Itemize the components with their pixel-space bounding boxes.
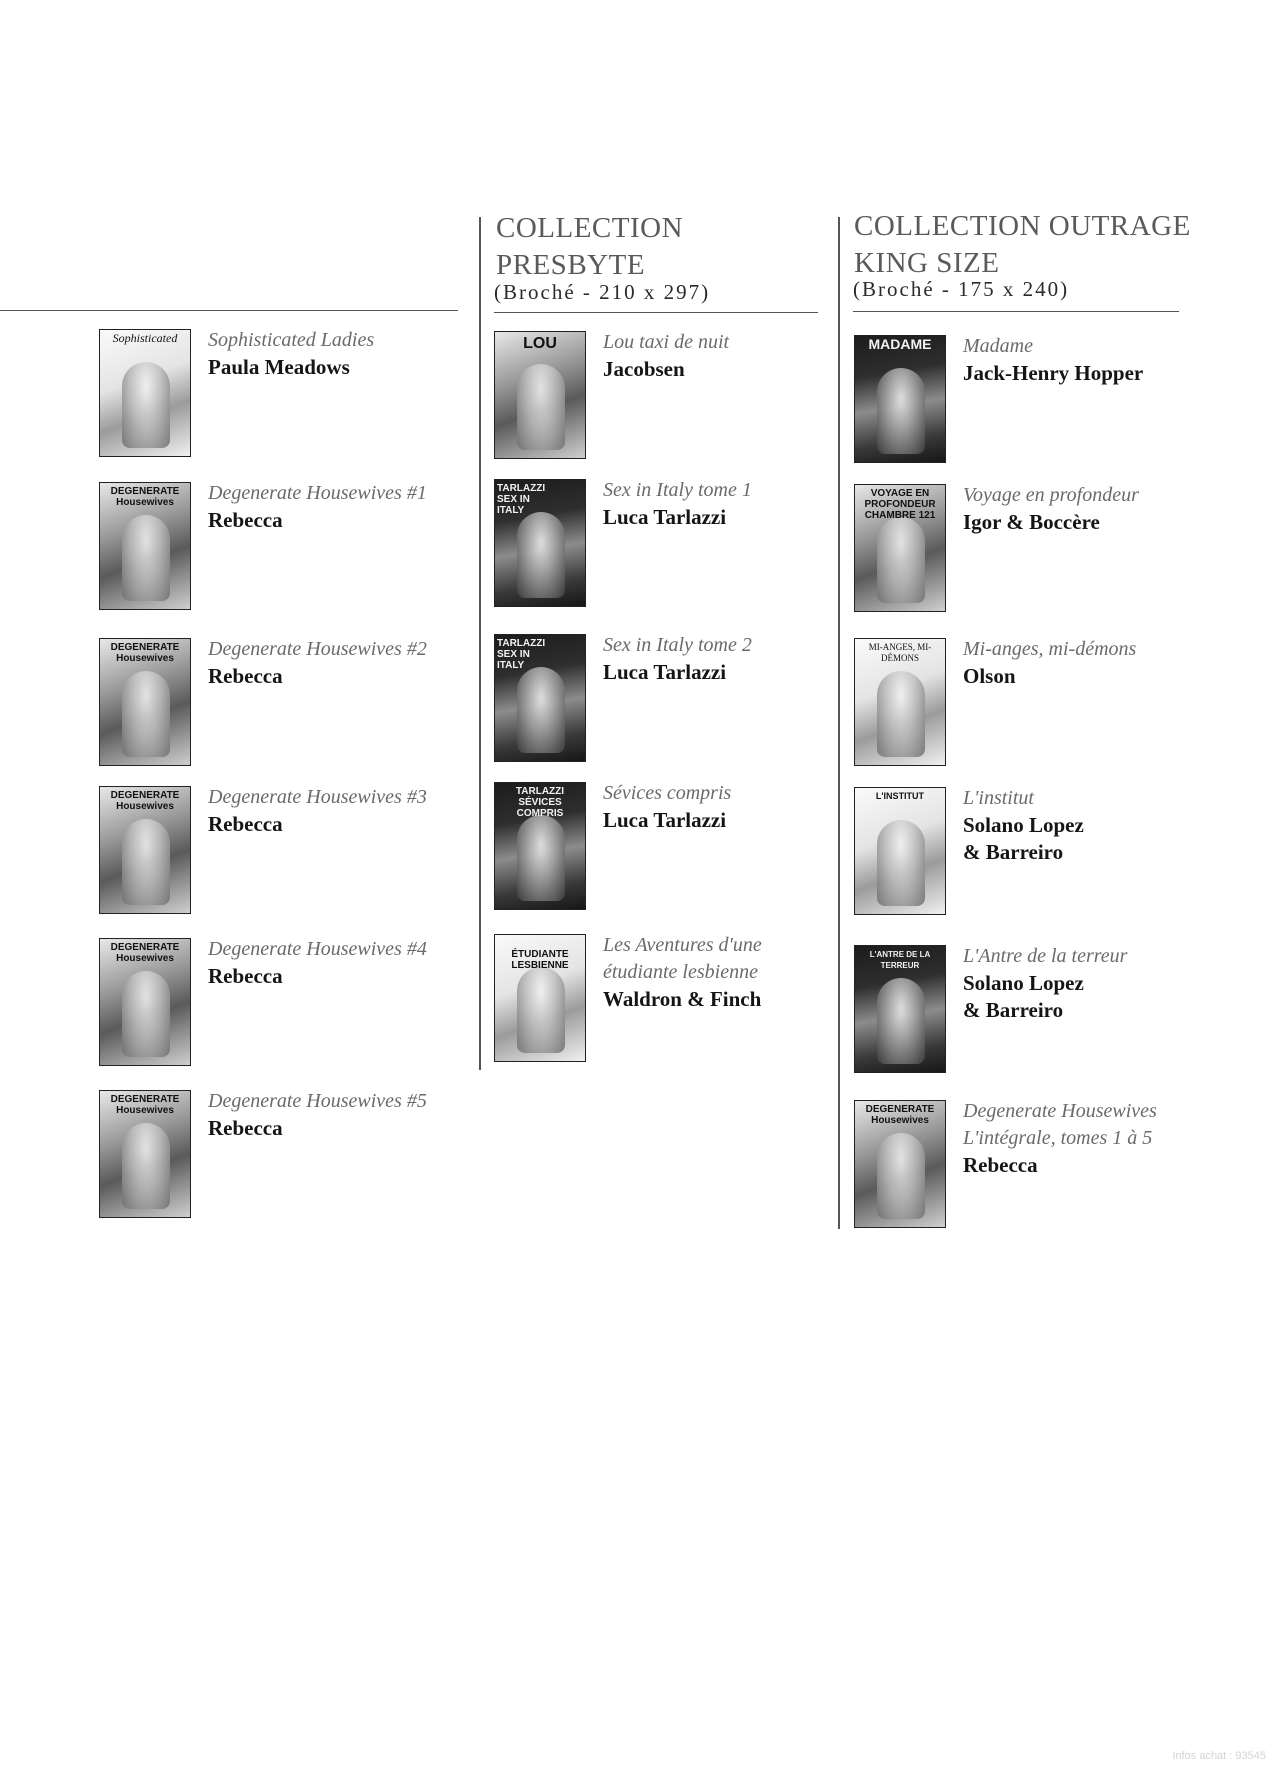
col3-subtitle: (Broché - 175 x 240) [853, 277, 1070, 301]
book-cover[interactable] [494, 634, 586, 762]
book-title: Sex in Italy tome 2 [603, 634, 752, 656]
col3-rule [853, 311, 1179, 312]
col2-subtitle: (Broché - 210 x 297) [494, 280, 711, 304]
book-author: Jack-Henry Hopper [963, 361, 1144, 385]
book-author: Luca Tarlazzi [603, 660, 727, 684]
book-author: Rebecca [208, 664, 283, 688]
cover-text: L'INSTITUT [875, 791, 925, 801]
cover-illustration [122, 971, 170, 1057]
book-author-line2: & Barreiro [963, 840, 1064, 864]
cover-illustration [517, 512, 565, 598]
book-cover[interactable] [854, 787, 946, 915]
book-cover[interactable] [494, 479, 586, 607]
col2-rule [494, 312, 818, 313]
book-author: Olson [963, 664, 1016, 688]
cover-illustration [122, 515, 170, 601]
book-author: Rebecca [208, 508, 283, 532]
book-cover[interactable] [99, 1090, 191, 1218]
cover-text: ÉTUDIANTE LESBIENNE [511, 949, 569, 971]
book-cover[interactable] [99, 938, 191, 1066]
cover-text: MADAME [868, 336, 932, 352]
book-cover[interactable] [494, 782, 586, 910]
book-title-line2: L'intégrale, tomes 1 à 5 [963, 1127, 1153, 1149]
book-title: Sophisticated Ladies [208, 329, 375, 351]
cover-illustration [517, 667, 565, 753]
cover-illustration [122, 362, 170, 448]
book-title: Sévices compris [603, 782, 732, 804]
col2-title: COLLECTION PRESBYTE [496, 212, 684, 281]
book-cover[interactable] [854, 1100, 946, 1228]
cover-illustration [877, 671, 925, 757]
cover-illustration [122, 819, 170, 905]
book-title: Degenerate Housewives [963, 1100, 1157, 1122]
book-author: Solano Lopez [963, 971, 1084, 995]
cover-illustration [877, 978, 925, 1064]
book-cover[interactable] [854, 945, 946, 1073]
cover-illustration [122, 671, 170, 757]
cover-text: Sophisticated [112, 331, 178, 345]
col3-title: COLLECTION OUTRAGE KING SIZE [854, 210, 1191, 279]
book-title: Degenerate Housewives #4 [208, 938, 427, 960]
book-author: Rebecca [208, 964, 283, 988]
book-title: Degenerate Housewives #2 [208, 638, 427, 660]
book-author: Rebecca [963, 1153, 1038, 1177]
book-cover[interactable] [99, 786, 191, 914]
book-title: Madame [963, 335, 1033, 357]
cover-illustration [517, 815, 565, 901]
book-cover[interactable] [854, 638, 946, 766]
book-cover[interactable] [494, 934, 586, 1062]
cover-illustration [517, 967, 565, 1053]
book-cover[interactable] [494, 331, 586, 459]
book-author: Luca Tarlazzi [603, 808, 727, 832]
cover-illustration [877, 517, 925, 603]
book-title: Degenerate Housewives #5 [208, 1090, 427, 1112]
book-author: Paula Meadows [208, 355, 350, 379]
book-title: Voyage en profondeur [963, 484, 1139, 506]
book-author: Solano Lopez [963, 813, 1084, 837]
book-cover[interactable] [854, 484, 946, 612]
cover-illustration [877, 820, 925, 906]
cover-text: DEGENERATE Housewives [865, 1104, 935, 1126]
book-title: Mi-anges, mi-démons [963, 638, 1137, 660]
book-title: Degenerate Housewives #3 [208, 786, 427, 808]
cover-text: VOYAGE EN PROFONDEUR CHAMBRE 121 [864, 488, 936, 521]
book-cover[interactable] [99, 482, 191, 610]
col2-divider [479, 217, 481, 1070]
book-title: Sex in Italy tome 1 [603, 479, 752, 501]
book-title-line2: étudiante lesbienne [603, 961, 758, 983]
cover-illustration [877, 368, 925, 454]
cover-text: TARLAZZI SÉVICES COMPRIS [515, 786, 565, 819]
cover-text: TARLAZZI SEX IN ITALY [497, 638, 546, 671]
book-cover[interactable] [99, 329, 191, 457]
cover-text: DEGENERATE Housewives [110, 486, 180, 508]
book-title: L'institut [963, 787, 1034, 809]
book-author: Jacobsen [603, 357, 685, 381]
cover-text: DEGENERATE Housewives [110, 942, 180, 964]
cover-illustration [877, 1133, 925, 1219]
footer-code: Infos achat : 93545 [1172, 1750, 1266, 1762]
book-title: Les Aventures d'une [603, 934, 762, 956]
cover-text: MI-ANGES, MI-DÉMONS [868, 642, 932, 663]
cover-text: DEGENERATE Housewives [110, 790, 180, 812]
cover-text: L'ANTRE DE LA TERREUR [869, 950, 931, 970]
cover-text: TARLAZZI SEX IN ITALY [497, 483, 546, 516]
book-author: Waldron & Finch [603, 987, 762, 1011]
col3-divider [838, 217, 840, 1229]
book-title: Lou taxi de nuit [603, 331, 730, 353]
book-author: Rebecca [208, 812, 283, 836]
cover-text: DEGENERATE Housewives [110, 642, 180, 664]
cover-illustration [122, 1123, 170, 1209]
book-author: Rebecca [208, 1116, 283, 1140]
book-author: Luca Tarlazzi [603, 505, 727, 529]
book-title: L'Antre de la terreur [963, 945, 1128, 967]
col1-rule [0, 310, 458, 311]
cover-text: LOU [523, 335, 557, 352]
cover-text: DEGENERATE Housewives [110, 1094, 180, 1116]
book-cover[interactable] [854, 335, 946, 463]
cover-illustration [517, 364, 565, 450]
book-title: Degenerate Housewives #1 [208, 482, 427, 504]
book-cover[interactable] [99, 638, 191, 766]
book-author-line2: & Barreiro [963, 998, 1064, 1022]
book-author: Igor & Boccère [963, 510, 1100, 534]
